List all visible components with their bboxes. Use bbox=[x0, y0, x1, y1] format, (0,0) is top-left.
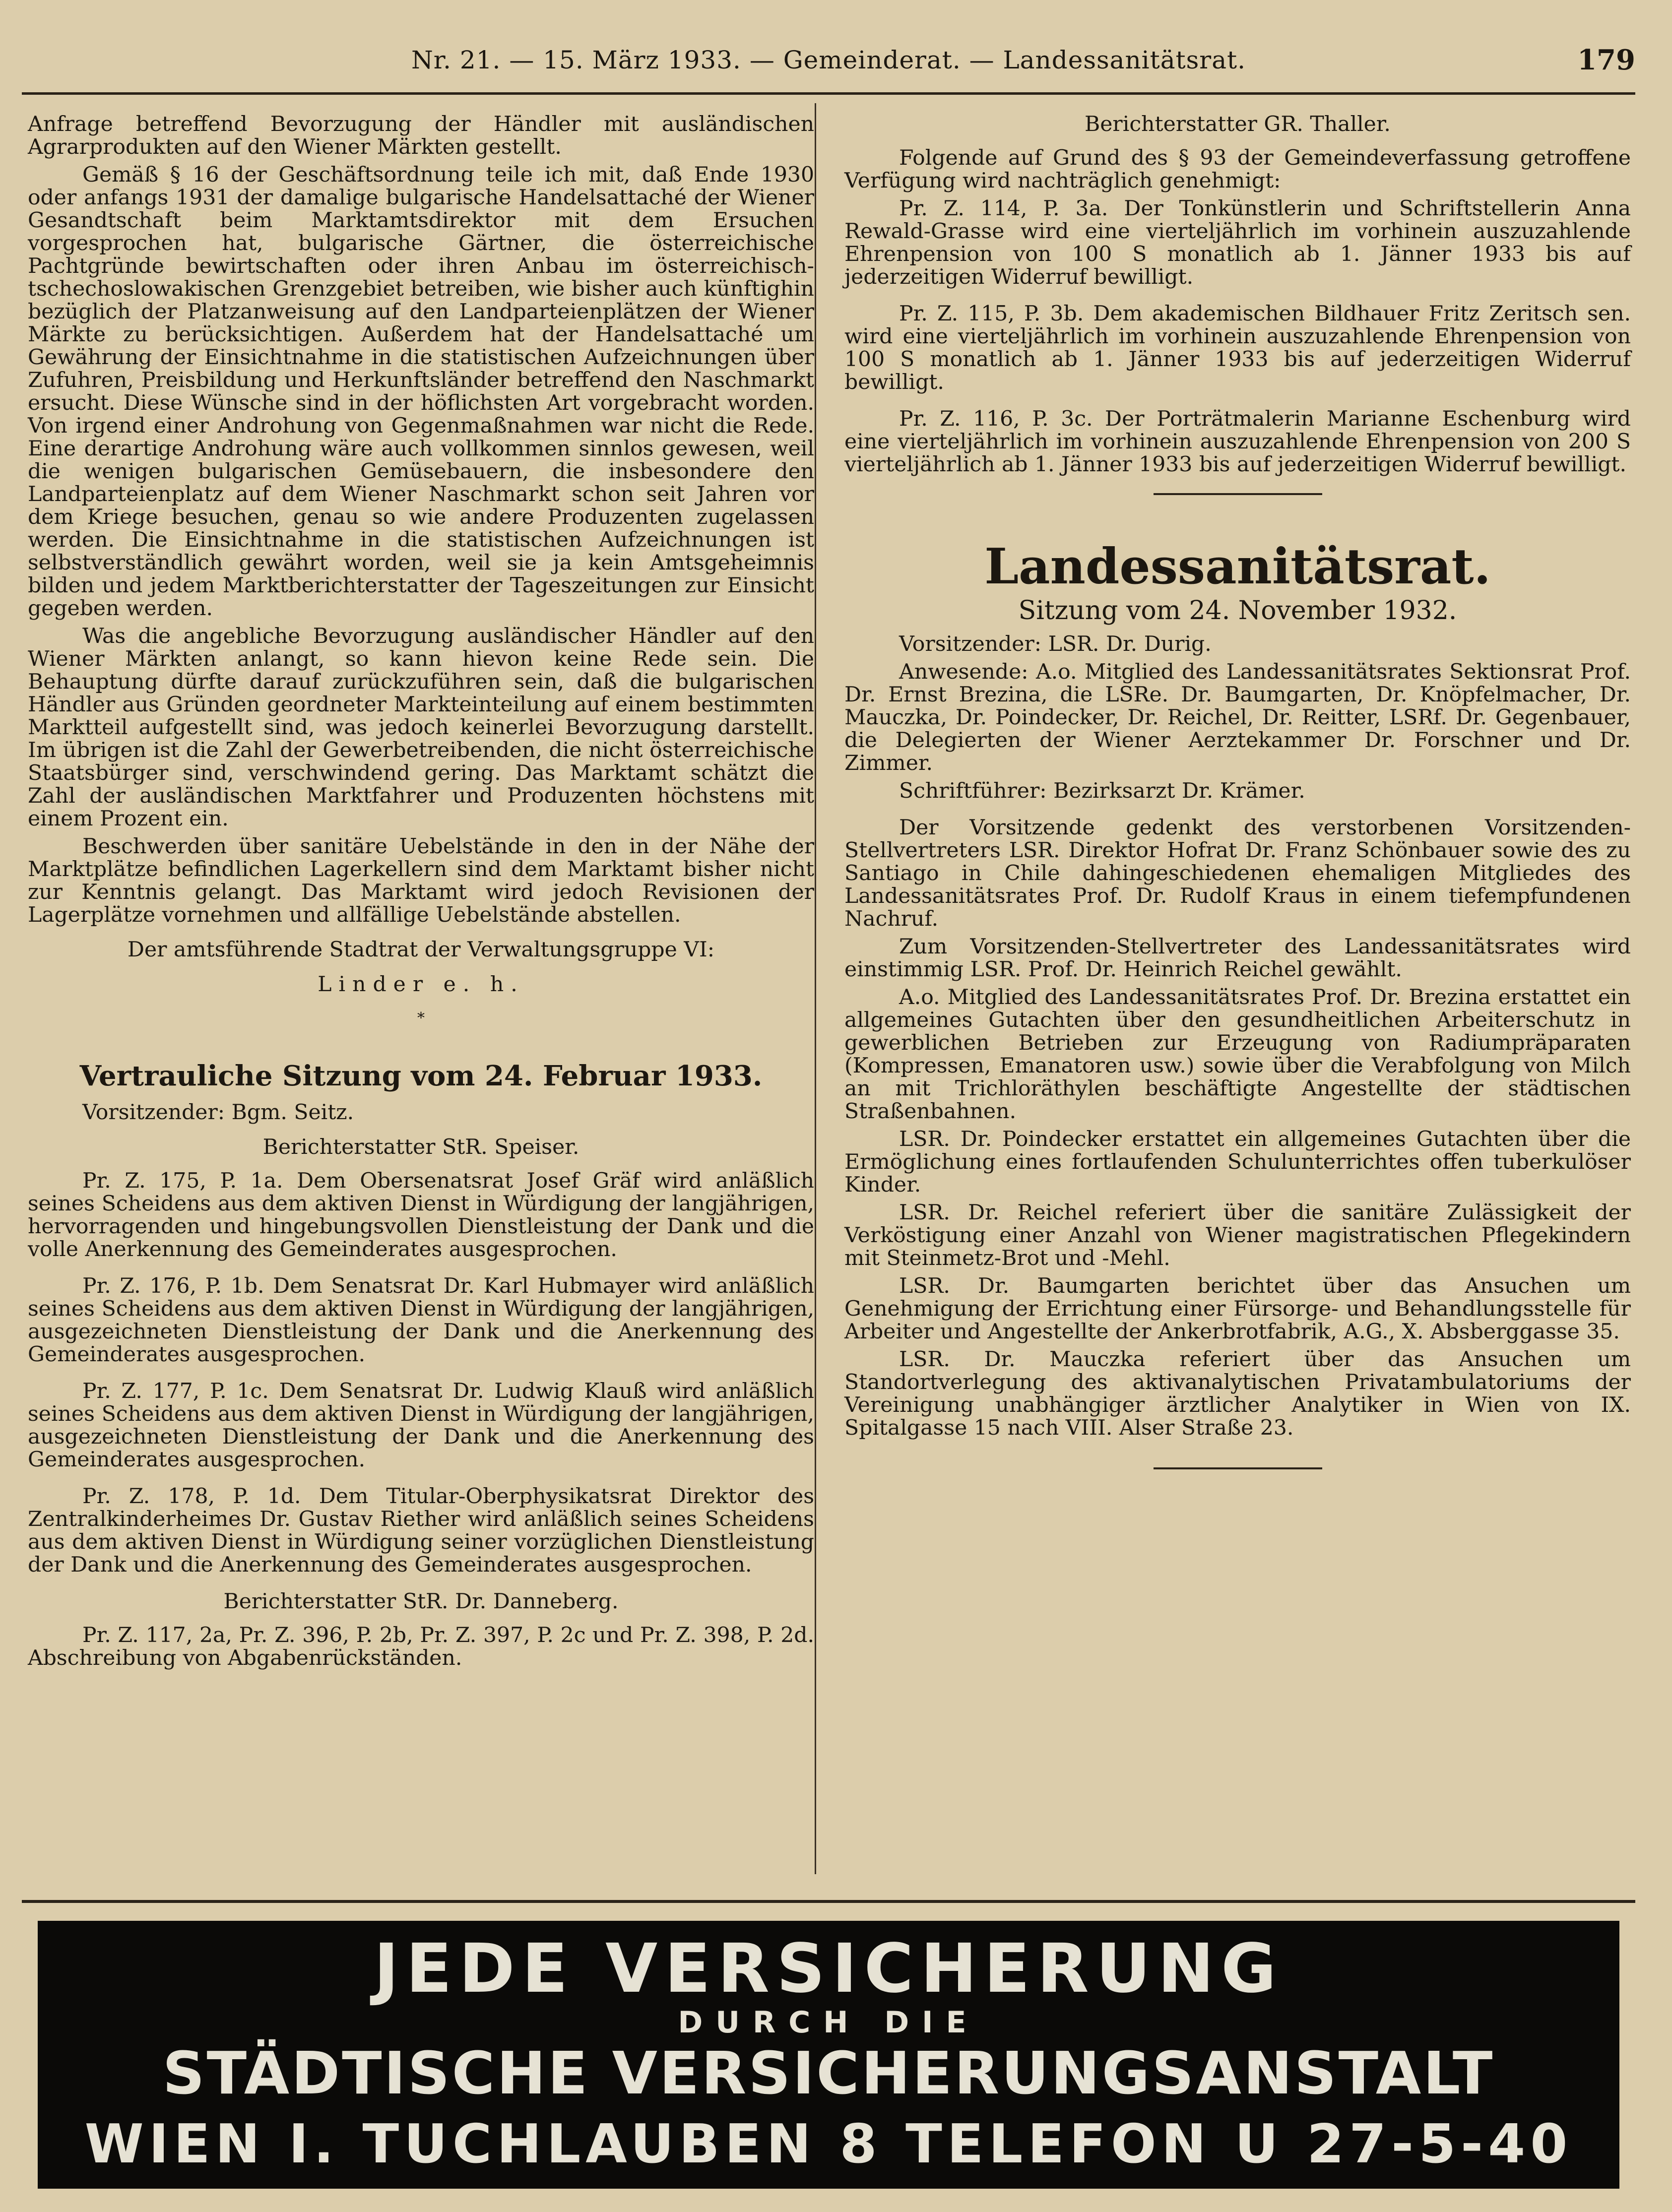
chair-line: Vorsitzender: LSR. Dr. Durig. bbox=[899, 632, 1212, 656]
agenda-item: Pr. Z. 116, P. 3c. Der Porträtmalerin Marianne Eschenburg wird eine vierteljährlich im vorhinein auszuzahlende Ehrenpension von 200 S vierteljährlich ab 1. Jänner 1933 bis auf jederzeitigen Widerruf bewilligt. bbox=[844, 407, 1631, 477]
attendees: Anwesende: A.o. Mitglied des Landessanitätsrates Sektionsrat Prof. Dr. Ernst Brezina, die LSRe. Dr. Baumgarten, Dr. Knöpfelmacher, Dr. Mauczka, Dr. Poindecker, Dr. Reichel, Dr. Reitter, LSRf. Dr. Gegenbauer, die Delegierten der Wiener Aerztekammer Dr. Forschner und Dr. Zimmer. bbox=[844, 660, 1631, 775]
paragraph: Beschwerden über sanitäre Uebelstände in den in der Nähe der Marktplätze befindlichen Lagerkellern sind dem Marktamt bisher nicht zur Kenntnis gelangt. Das Marktamt wird jedoch Revisionen der Lagerplätze vornehmen und allfällige Uebelstände abstellen. bbox=[28, 834, 814, 927]
ad-company: STÄDTISCHE VERSICHERUNGSANSTALT bbox=[162, 2039, 1495, 2107]
reporter-line: Berichterstatter StR. Dr. Danneberg. bbox=[223, 1589, 619, 1614]
agenda-item: Pr. Z. 177, P. 1c. Dem Senatsrat Dr. Ludwig Klauß wird anläßlich seines Scheidens aus dem aktiven Dienst in Würdigung der langjährigen, ausgezeichneten Dienstleistung der Dank und die Anerkennung des Gemeinderates ausgesprochen. bbox=[28, 1379, 814, 1472]
reporter-line: Berichterstatter StR. Speiser. bbox=[262, 1135, 579, 1159]
section-heading: Vertrauliche Sitzung vom 24. Februar 1933. bbox=[79, 1060, 763, 1092]
agenda-item: Pr. Z. 178, P. 1d. Dem Titular-Oberphysikatsrat Direktor des Zentralkinderheimes Dr. Gustav Riether wird anläßlich seines Scheidens aus dem aktiven Dienst in Würdigung seiner vorzüglichen Dienstleistung der Dank und die Anerkennung des Gemeinderates ausgesprochen. bbox=[28, 1484, 814, 1577]
separator-star: * bbox=[417, 1010, 425, 1027]
paragraph: A.o. Mitglied des Landessanitätsrates Prof. Dr. Brezina erstattet ein allgemeines Gutachten über den gesundheitlichen Arbeiterschutz in gewerblichen Betrieben zur Erzeugung von Radiumpräparaten (Kompressen, Emanatoren usw.) sowie über die Verabfolgung von Milch an mit Trichloräthylen beschäftigte Angestellte der städtischen Straßenbahnen. bbox=[844, 985, 1631, 1124]
section-divider bbox=[1154, 1467, 1322, 1469]
reporter-line: Berichterstatter GR. Thaller. bbox=[1085, 112, 1391, 136]
signoff-name: Linder e. h. bbox=[318, 972, 524, 997]
ad-connector: DURCH DIE bbox=[678, 2005, 979, 2040]
paragraph: Anfrage betreffend Bevorzugung der Händler mit ausländischen Agrarprodukten auf den Wiener Märkten gestellt. bbox=[28, 112, 814, 159]
paragraph: Folgende auf Grund des § 93 der Gemeindeverfassung getroffene Verfügung wird nachträglich genehmigt: bbox=[844, 146, 1631, 193]
section-subtitle: Sitzung vom 24. November 1932. bbox=[1018, 596, 1457, 626]
section-title: Landessanitätsrat. bbox=[984, 538, 1491, 595]
paragraph: Zum Vorsitzenden-Stellvertreter des Landessanitätsrates wird einstimmig LSR. Prof. Dr. Heinrich Reichel gewählt. bbox=[844, 935, 1631, 982]
footer-rule bbox=[22, 1900, 1635, 1903]
secretary-line: Schriftführer: Bezirksarzt Dr. Krämer. bbox=[899, 779, 1305, 803]
agenda-item: Pr. Z. 176, P. 1b. Dem Senatsrat Dr. Karl Hubmayer wird anläßlich seines Scheidens aus dem aktiven Dienst in Würdigung der langjährigen, ausgezeichneten Dienstleistung der Dank und die Anerkennung des Gemeinderates ausgesprochen. bbox=[28, 1274, 814, 1367]
ad-headline: JEDE VERSICHERUNG bbox=[374, 1930, 1284, 2008]
section-divider bbox=[1154, 493, 1322, 495]
agenda-item: Pr. Z. 117, 2a, Pr. Z. 396, P. 2b, Pr. Z. 397, P. 2c und Pr. Z. 398, P. 2d. Abschreibung von Abgabenrückständen. bbox=[28, 1623, 814, 1670]
agenda-item: Pr. Z. 114, P. 3a. Der Tonkünstlerin und Schriftstellerin Anna Rewald-Grasse wird eine vierteljährlich im vorhinein auszuzahlende Ehrenpension von 100 S monatlich ab 1. Jänner 1933 bis auf jederzeitigen Widerruf bewilligt. bbox=[844, 196, 1631, 289]
column-rule bbox=[815, 103, 816, 1874]
right-column bbox=[844, 113, 1631, 1469]
paragraph: LSR. Dr. Baumgarten berichtet über das Ansuchen um Genehmigung der Errichtung einer Fürsorge- und Behandlungsstelle für Arbeiter und Angestellte der Ankerbrotfabrik, A.G., X. Absberggasse 35. bbox=[844, 1274, 1631, 1344]
page-number: 179 bbox=[1577, 44, 1635, 76]
page-header bbox=[22, 41, 1635, 90]
ad-address: WIEN I. TUCHLAUBEN 8 TELEFON U 27-5-40 bbox=[84, 2113, 1573, 2175]
chair-line: Vorsitzender: Bgm. Seitz. bbox=[82, 1100, 354, 1125]
paragraph: LSR. Dr. Reichel referiert über die sanitäre Zulässigkeit der Verköstigung einer Anzahl von Wiener magistratischen Pflegekindern mit Steinmetz-Brot und -Mehl. bbox=[844, 1201, 1631, 1270]
paragraph: Der Vorsitzende gedenkt des verstorbenen Vorsitzenden-Stellvertreters LSR. Direktor Hofrat Dr. Franz Schönbauer sowie des zu Santiago in Chile dahingeschiedenen ehemaligen Mitgliedes des Landessanitätsrates Prof. Dr. Rudolf Kraus in einem tiefempfundenen Nachruf. bbox=[844, 816, 1631, 931]
agenda-item: Pr. Z. 175, P. 1a. Dem Obersenatsrat Josef Gräf wird anläßlich seines Scheidens aus dem aktiven Dienst in Würdigung der langjährigen, hervorragenden und hingebungsvollen Dienstleistung der Dank und die volle Anerkennung des Gemeinderates ausgesprochen. bbox=[28, 1169, 814, 1262]
left-column bbox=[28, 113, 814, 1675]
header-rule bbox=[22, 92, 1635, 95]
signoff-title: Der amtsführende Stadtrat der Verwaltungsgruppe VI: bbox=[127, 938, 715, 962]
running-head: Nr. 21. — 15. März 1933. — Gemeinderat. — Landessanitätsrat. bbox=[411, 46, 1246, 74]
agenda-item: Pr. Z. 115, P. 3b. Dem akademischen Bildhauer Fritz Zeritsch sen. wird eine vierteljährlich im vorhinein auszuzahlende Ehrenpension von 100 S monatlich ab 1. Jänner 1933 bis auf jederzeitigen Widerruf bewilligt. bbox=[844, 302, 1631, 394]
advertisement-banner bbox=[38, 1921, 1619, 2189]
paragraph: LSR. Dr. Poindecker erstattet ein allgemeines Gutachten über die Ermöglichung eines fortlaufenden Schulunterrichtes offen tuberkulöser Kinder. bbox=[844, 1127, 1631, 1197]
paragraph: LSR. Dr. Mauczka referiert über das Ansuchen um Standortverlegung des aktivanalytischen Privatambulatoriums der Vereinigung unabhängiger ärztlicher Analytiker in Wien von IX. Spitalgasse 15 nach VIII. Alser Straße 23. bbox=[844, 1347, 1631, 1440]
paragraph: Gemäß § 16 der Geschäftsordnung teile ich mit, daß Ende 1930 oder anfangs 1931 der damalige bulgarische Handelsattaché der Wiener Gesandtschaft beim Marktamtsdirektor mit dem Ersuchen vorgesprochen hat, bulgarische Gärtner, die österreichische Pachtgründe bewirtschaften oder ihren Anbau im österreichisch-tschechoslowakischen Grenzgebiet betreiben, wie bisher auch künftighin bezüglich der Platzanweisung auf den Landparteienplätzen der Wiener Märkte zu berücksichtigen. Außerdem hat der Handelsattaché um Gewährung der Einsichtnahme in die statistischen Aufzeichnungen über Zufuhren, Preisbildung und Herkunftsländer betreffend den Naschmarkt ersucht. Diese Wünsche sind in der höflichsten Art vorgebracht worden. Von irgend einer Androhung von Gegenmaßnahmen war nicht die Rede. Eine derartige Androhung wäre auch vollkommen sinnlos gewesen, weil die wenigen bulgarischen Gemüsebauern, die insbesondere den Landparteienplatz auf dem Wiener Naschmarkt schon seit Jahren vor dem Kriege besuchen, genau so wie andere Produzenten zugelassen werden. Die Einsichtnahme in die statistischen Aufzeichnungen ist selbstverständlich gewährt worden, weil sie ja kein Amtsgeheimnis bilden und jedem Marktberichterstatter der Tageszeitungen zur Einsicht gegeben werden. bbox=[28, 163, 814, 621]
paragraph: Was die angebliche Bevorzugung ausländischer Händler auf den Wiener Märkten anlangt, so kann hievon keine Rede sein. Die Behauptung dürfte darauf zurückzuführen sein, daß die bulgarischen Händler aus Gründen geordneter Markteinteilung auf einem bestimmten Marktteil aufgestellt sind, was jedoch keinerlei Bevorzugung darstellt. Im übrigen ist die Zahl der Gewerbetreibenden, die nicht österreichische Staatsbürger sind, verschwindend gering. Das Marktamt schätzt die Zahl der ausländischen Marktfahrer und Produzenten höchstens mit einem Prozent ein. bbox=[28, 624, 814, 831]
